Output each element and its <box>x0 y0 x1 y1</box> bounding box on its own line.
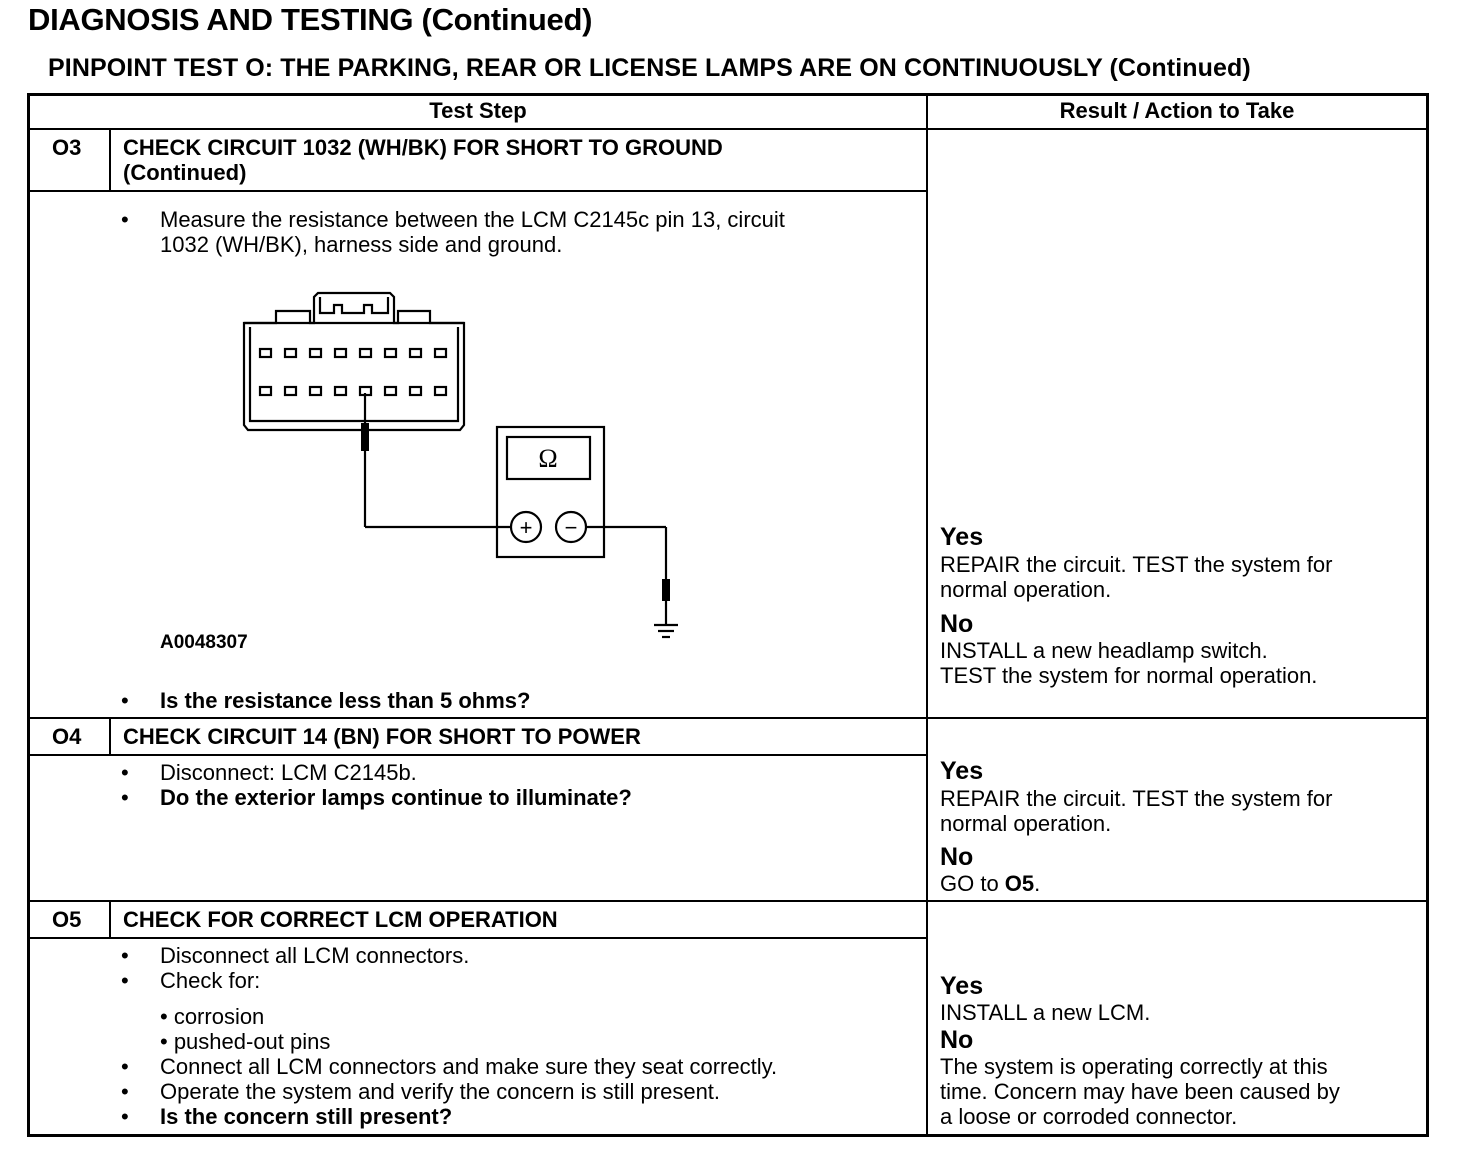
step-o5-instruction-1: Disconnect all LCM connectors. <box>160 943 470 968</box>
ohm-symbol: Ω <box>538 444 558 473</box>
o4-yes-label: Yes <box>940 757 984 785</box>
header-test-step: Test Step <box>429 98 527 123</box>
step-o4-id: O4 <box>52 724 82 749</box>
step-o3-id: O3 <box>52 135 82 160</box>
bullet: • <box>121 1079 129 1104</box>
o3-yes-label: Yes <box>940 523 984 551</box>
o5-no-action-cont-2: a loose or corroded connector. <box>940 1104 1238 1129</box>
step-o3-question: Is the resistance less than 5 ohms? <box>160 688 531 713</box>
step-o5-instruction-2: Check for: <box>160 968 261 993</box>
page-subtitle: PINPOINT TEST O: THE PARKING, REAR OR LICENSE LAMPS ARE ON CONTINUOUSLY (Continued) <box>48 54 1251 82</box>
bullet: • <box>121 207 129 232</box>
o5-yes-action: INSTALL a new LCM. <box>940 1000 1151 1025</box>
bullet: • <box>121 760 129 785</box>
minus-terminal-icon: − <box>564 515 578 540</box>
step-o5-subitem-1: • corrosion <box>160 1004 265 1029</box>
step-o3-instruction: Measure the resistance between the LCM C2145c pin 13, circuit <box>160 207 785 232</box>
bullet: • <box>121 1104 129 1129</box>
o4-divider <box>27 717 1429 719</box>
bullet: • <box>121 785 129 810</box>
o4-no-target-link[interactable]: O5 <box>1004 871 1035 896</box>
o3-no-action: INSTALL a new headlamp switch. <box>940 638 1268 663</box>
o4-no-action <box>940 871 1040 896</box>
step-o5-question: Is the concern still present? <box>160 1104 453 1129</box>
header-rule <box>27 128 1429 130</box>
o3-yes-action: REPAIR the circuit. TEST the system for <box>940 552 1333 577</box>
step-o3-title: CHECK CIRCUIT 1032 (WH/BK) FOR SHORT TO GROUND <box>123 135 723 160</box>
bullet: • <box>121 1054 129 1079</box>
step-o4-title: CHECK CIRCUIT 14 (BN) FOR SHORT TO POWER <box>123 724 641 749</box>
plus-terminal-icon: + <box>519 515 533 540</box>
step-o3-instruction-cont: 1032 (WH/BK), harness side and ground. <box>160 232 563 257</box>
step-o5-instruction-3: Connect all LCM connectors and make sure they seat correctly. <box>160 1054 778 1079</box>
step-o5-subitem-2: • pushed-out pins <box>160 1029 331 1054</box>
o5-no-action-cont-1: time. Concern may have been caused by <box>940 1079 1340 1104</box>
o4-yes-action: REPAIR the circuit. TEST the system for <box>940 786 1333 811</box>
bullet: • <box>121 943 129 968</box>
step-o4-instruction: Disconnect: LCM C2145b. <box>160 760 417 785</box>
o4-no-text: GO to <box>940 871 1005 896</box>
bullet: • <box>121 688 129 713</box>
step-o5-title: CHECK FOR CORRECT LCM OPERATION <box>123 907 558 932</box>
o5-no-label: No <box>940 1026 974 1054</box>
bullet: • <box>121 968 129 993</box>
o4-no-label: No <box>940 843 974 871</box>
header-result: Result / Action to Take <box>1059 98 1295 123</box>
step-o5-id: O5 <box>52 907 82 932</box>
o5-yes-label: Yes <box>940 972 984 1000</box>
o3-no-label: No <box>940 610 974 638</box>
figure-label: A0048307 <box>160 632 248 653</box>
column-divider <box>926 93 928 1137</box>
o5-no-action: The system is operating correctly at this <box>940 1054 1328 1079</box>
step-o5-instruction-4: Operate the system and verify the concern is still present. <box>160 1079 721 1104</box>
step-o3-title-continued: (Continued) <box>123 160 247 185</box>
o3-yes-action-cont: normal operation. <box>940 577 1112 602</box>
o3-title-rule <box>27 190 928 192</box>
o5-divider <box>27 900 1429 902</box>
page-title: DIAGNOSIS AND TESTING (Continued) <box>28 2 593 37</box>
connector-ohmmeter-diagram <box>230 283 690 643</box>
o4-yes-action-cont: normal operation. <box>940 811 1112 836</box>
o4-title-rule <box>27 754 928 756</box>
o5-id-divider <box>109 900 111 938</box>
o5-title-rule <box>27 937 928 939</box>
step-o4-question: Do the exterior lamps continue to illuminate? <box>160 785 632 810</box>
o4-id-divider <box>109 717 111 755</box>
o3-no-action-cont: TEST the system for normal operation. <box>940 663 1318 688</box>
o3-id-divider <box>109 128 111 191</box>
o4-no-period: . <box>1034 871 1041 896</box>
